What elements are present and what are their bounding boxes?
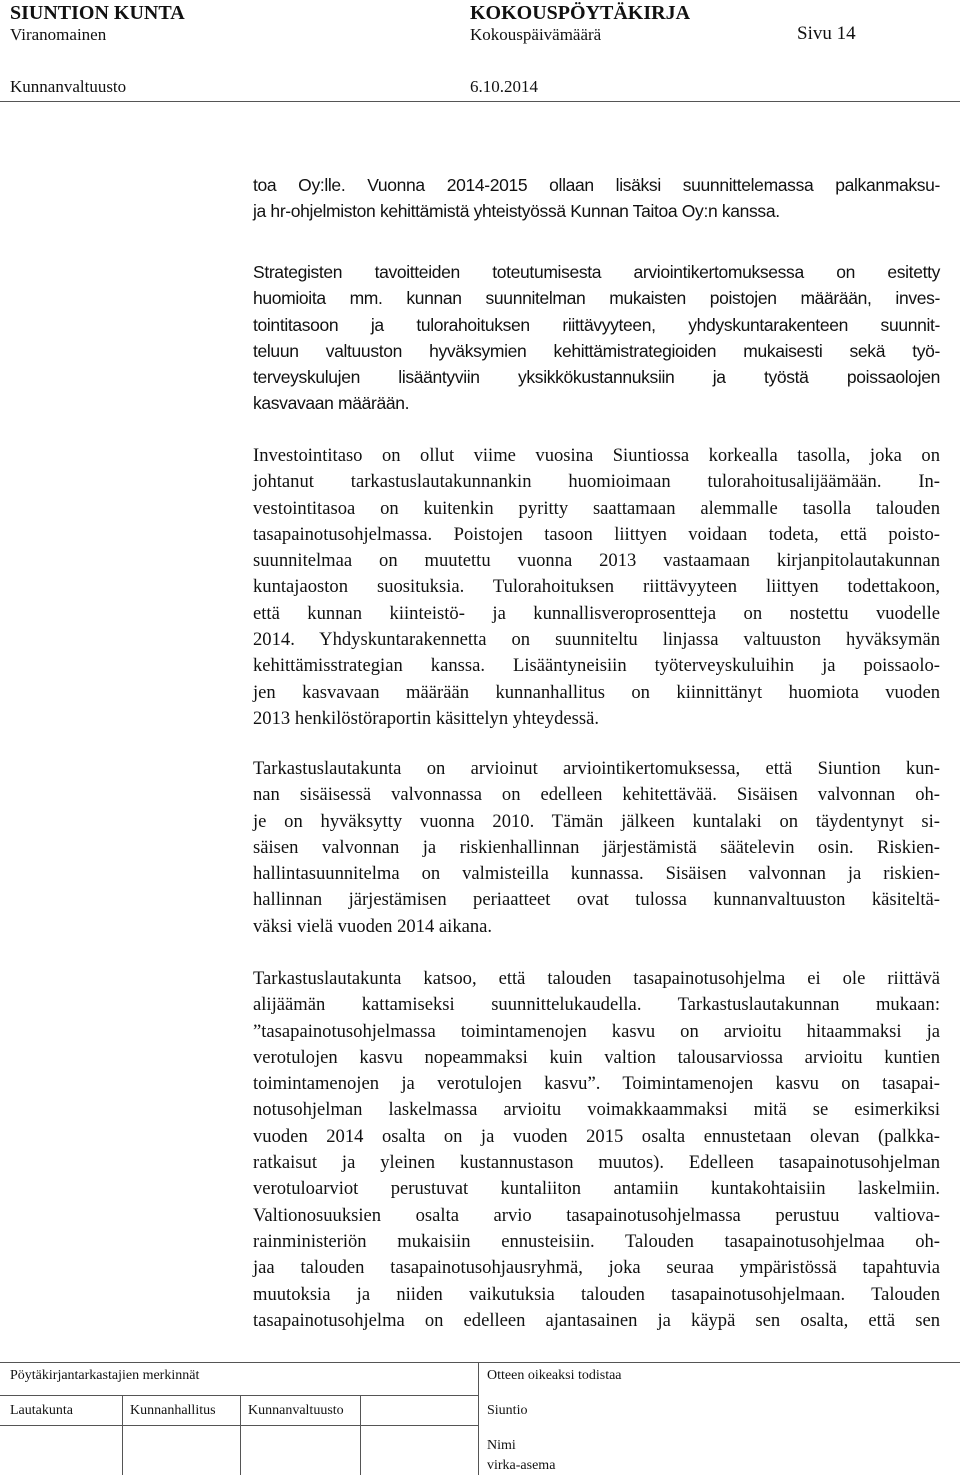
organization-name: SIUNTION KUNTA xyxy=(10,2,185,24)
paragraph-line: kuntajaoston suosituksia. Tulorahoituksen riittävyyteen liittyen todettakoon, xyxy=(253,576,940,598)
paragraph-line: ja hr-ohjelmiston kehittämistä yhteistyössä Kunnan Taitoa Oy:n kanssa. xyxy=(253,201,780,222)
paragraph-line: notusohjelman laskelmassa arvioitu voimakkaammaksi mitä se esimerkiksi xyxy=(253,1099,940,1121)
paragraph-line: muutoksia ja niiden vaikutuksia talouden tasapainotusohjelmaan. Talouden xyxy=(253,1283,940,1305)
paragraph-line: huomioita mm. kunnan suunnitelman mukaisten poistojen määrään, inves- xyxy=(253,288,940,309)
footer-title-label: virka-asema xyxy=(487,1458,556,1473)
paragraph-line: Strategisten tavoitteiden toteutumisesta arviointikertomuksessa on esitetty xyxy=(253,262,940,282)
paragraph-line: jen kasvavaan määrään kunnanhallitus on kiinnittänyt huomiota vuoden xyxy=(253,681,940,703)
footer-col-kunnanvaltuusto: Kunnanvaltuusto xyxy=(248,1403,344,1418)
paragraph-line: vestointitasoa on kuitenkin pyritty saattamaan alemmalle tasolla talouden xyxy=(253,497,940,519)
paragraph-line: je on hyväksytty vuonna 2010. Tämän jälkeen kuntalaki on täydentynyt si- xyxy=(253,810,940,832)
paragraph-line: hallinnan järjestämisen periaatteet ovat tulossa kunnanvaltuuston käsiteltä- xyxy=(253,889,940,911)
paragraph-line: suunnitelmaa on muutettu vuonna 2013 vastaamaan kirjanpitolautakunnan xyxy=(253,550,940,572)
paragraph-line: kasvavaan määrään. xyxy=(253,393,410,414)
date-label: Kokouspäivämäärä xyxy=(470,25,602,44)
paragraph-line: 2013 henkilöstöraportin käsittelyn yhteydessä. xyxy=(253,707,599,729)
paragraph-line: Valtionosuuksien osalta arvio tasapainotusohjelmassa perustuu valtiova- xyxy=(253,1204,940,1226)
paragraph-line: johtanut tarkastuslautakunnankin huomioimaan tulorahoitusalijäämään. In- xyxy=(253,471,940,493)
paragraph-line: Tarkastuslautakunta katsoo, että talouden tasapainotusohjelma ei ole riittävä xyxy=(253,968,940,989)
footer-row-line-2 xyxy=(0,1425,478,1426)
paragraph xyxy=(253,259,940,417)
paragraph-line: verotuloarviot perustuvat kuntaliiton antamiin kuntakohtaisiin laskelmiin. xyxy=(253,1178,940,1200)
meeting-date: 6.10.2014 xyxy=(470,77,538,96)
paragraph-line: toimintamenojen ja verotulojen kasvu”. Toimintamenojen kasvu on tasapai- xyxy=(253,1073,940,1095)
paragraph xyxy=(253,172,940,225)
paragraph xyxy=(253,756,940,940)
paragraph-line: ratkaisut ja yleinen kustannustason muutos). Edelleen tasapainotusohjelman xyxy=(253,1152,940,1174)
paragraph-line: hallintasuunnitelma on valmisteilla kunnassa. Sisäisen valvonnan ja riskien- xyxy=(253,863,940,885)
paragraph-line: kehittämisstrategian kanssa. Lisääntyneisiin työterveyskuluihin ja poissaolo- xyxy=(253,655,940,677)
paragraph-line: vuoden 2014 osalta on ja vuoden 2015 osalta ennustetaan olevan (palkka- xyxy=(253,1125,940,1147)
paragraph-line: 2014. Yhdyskuntarakennetta on suunniteltu linjassa valtuuston hyväksymän xyxy=(253,629,940,651)
authority-value: Kunnanvaltuusto xyxy=(10,77,127,96)
paragraph xyxy=(253,966,940,1334)
footer-divider xyxy=(0,1362,960,1363)
paragraph-line: tointitasoon ja tulorahoituksen riittävyyteen, yhdyskuntarakenteen suunnit- xyxy=(253,314,940,335)
paragraph-line: tasapainotusohjelma on edelleen ajantasainen ja käypä sen osalta, että sen xyxy=(253,1309,940,1331)
certify-label: Otteen oikeaksi todistaa xyxy=(487,1368,622,1383)
footer-col-divider xyxy=(240,1395,241,1475)
paragraph xyxy=(253,443,940,732)
page-number: Sivu 14 xyxy=(797,23,856,44)
paragraph-line: väksi vielä vuoden 2014 aikana. xyxy=(253,915,493,937)
footer-col-divider xyxy=(360,1395,361,1475)
paragraph-line: että kunnan kiinteistö- ja kunnallisveroprosentteja on nostettu vuodelle xyxy=(253,602,940,624)
paragraph-line: ”tasapainotusohjelmassa toimintamenojen kasvu on arvioitu hitaammaksi ja xyxy=(253,1020,940,1042)
paragraph-line: rainministeriön mukaisiin ennusteisiin. Talouden tasapainotusohjelmaa oh- xyxy=(253,1230,940,1252)
reviewers-label: Pöytäkirjantarkastajien merkinnät xyxy=(10,1368,200,1383)
footer-col-kunnanhallitus: Kunnanhallitus xyxy=(130,1403,216,1418)
paragraph-line: jaa talouden tasapainotusohjausryhmä, joka seuraa ympäristössä tapahtuvia xyxy=(253,1257,940,1279)
paragraph-line: alijäämän kattamiseksi suunnittelukaudella. Tarkastuslautakunnan mukaan: xyxy=(253,994,940,1016)
header-divider xyxy=(0,101,960,102)
paragraph-line: verotulojen kasvu nopeammaksi kuin valtion talousarviossa arvioitu kuntien xyxy=(253,1046,940,1068)
authority-label: Viranomainen xyxy=(10,25,107,44)
paragraph-line: toa Oy:lle. Vuonna 2014-2015 ollaan lisäksi suunnittelemassa palkanmaksu- xyxy=(253,175,940,195)
document-type: KOKOUSPÖYTÄKIRJA xyxy=(470,2,691,24)
paragraph-line: terveyskulujen lisääntyviin yksikkökustannuksiin ja työstä poissaolojen xyxy=(253,367,940,388)
paragraph-line: Investointitaso on ollut viime vuosina Siuntiossa korkealla tasolla, joka on xyxy=(253,445,940,466)
paragraph-line: tasapainotusohjelmassa. Poistojen tasoon liittyen voidaan todeta, että poisto- xyxy=(253,523,940,545)
paragraph-line: Tarkastuslautakunta on arvioinut arviointikertomuksessa, että Siuntion kun- xyxy=(253,758,940,779)
paragraph-line: teluun valtuuston hyväksymien kehittämistrategioiden mukaisesti sekä työ- xyxy=(253,340,940,361)
footer-row-line xyxy=(0,1395,478,1396)
paragraph-line: nan sisäisessä valvonnassa on edelleen kehitettävää. Sisäisen valvonnan oh- xyxy=(253,784,940,806)
paragraph-line: säisen valvonnan ja riskienhallinnan järjestämistä säätelevin osin. Riskien- xyxy=(253,836,940,858)
footer-col-lautakunta: Lautakunta xyxy=(10,1403,73,1418)
footer-col-divider xyxy=(122,1395,123,1475)
footer-col-divider xyxy=(478,1362,479,1475)
footer-name-label: Nimi xyxy=(487,1438,516,1453)
footer-place: Siuntio xyxy=(487,1403,528,1418)
